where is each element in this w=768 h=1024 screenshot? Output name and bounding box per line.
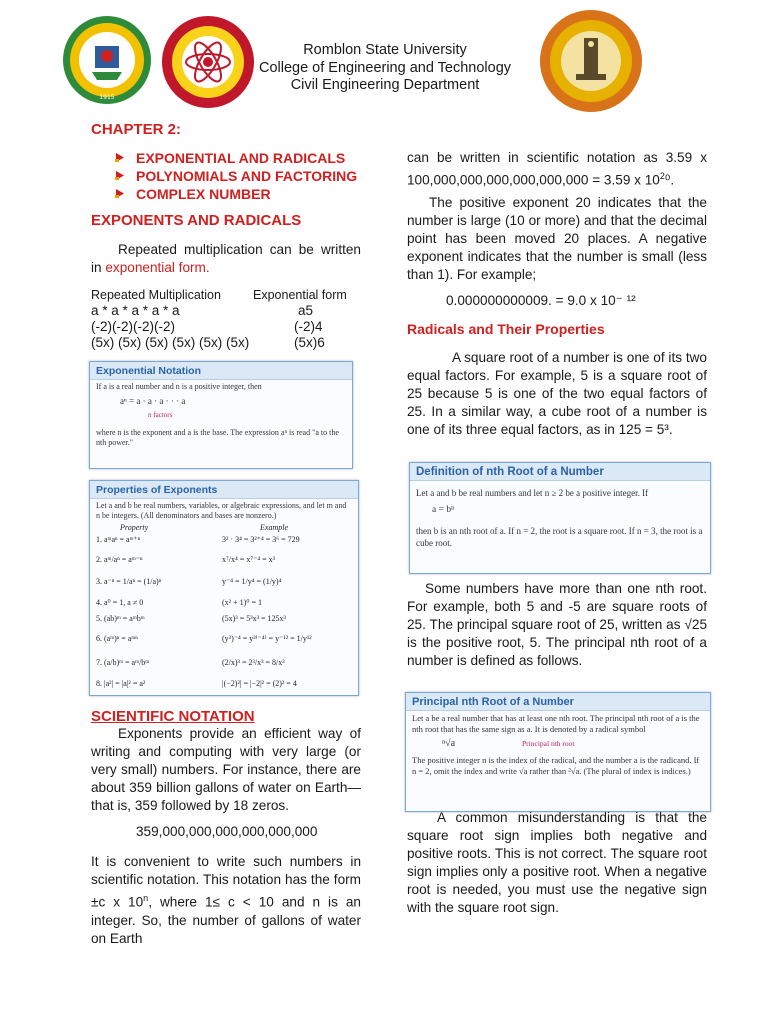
box-formula: ⁿ√a [442, 738, 456, 749]
property-example: y⁻⁴ = 1/y⁴ = (1/y)⁴ [222, 577, 282, 586]
table-cell: (5x)6 [294, 335, 325, 350]
section-heading-radicals: Radicals and Their Properties [407, 321, 605, 337]
square-root-paragraph: A square root of a number is one of its two equal factors. For example, 5 is a square root of 25 because 5 is one of the two equal factors of 25. In a similar way, a cube root of a number is one of its three equal factors, as in 125 = 5³. [407, 350, 707, 437]
property-example: (2/x)³ = 2³/x³ = 8/x³ [222, 658, 285, 667]
box-title: Principal nth Root of a Number [406, 693, 710, 711]
column-header: Example [260, 523, 288, 532]
convenient-text: It is convenient to write such numbers in scientific notation. This notation has the form ±c x 10 [91, 854, 361, 910]
table-cell: (-2)4 [294, 319, 323, 334]
property-example: (5x)³ = 5³x³ = 125x³ [222, 614, 286, 623]
bullet-icon [115, 153, 124, 162]
small-number-example: 0.000000000009. = 9.0 x 10⁻ ¹² [446, 293, 636, 308]
property-example: (y³)⁻⁴ = y³⁽⁻⁴⁾ = y⁻¹² = 1/y¹² [222, 634, 312, 643]
table-cell: (5x) (5x) (5x) (5x) (5x) (5x) [91, 335, 250, 350]
topic-item: COMPLEX NUMBER [136, 186, 271, 202]
box-text: Let a be a real number that has at least one nth root. The principal nth root of a is the nth root that has the same sign as a. It is denoted by a radical symbol [412, 713, 700, 734]
box-text: then b is an nth root of a. If n = 2, the root is a square root. If n = 3, the root is a cube root. [416, 526, 703, 548]
convenient-paragraph [91, 853, 361, 948]
header-titles [235, 42, 535, 95]
properties-of-exponents-box [89, 480, 359, 696]
box-formula-label: n factors [148, 411, 173, 419]
continued-text-end: ⁰. [664, 172, 675, 188]
continued-paragraph [407, 149, 707, 190]
property-example: x⁷/x⁴ = x⁷⁻⁴ = x³ [222, 555, 276, 564]
box-formula: a = bⁿ [432, 505, 455, 515]
property-rule: 4. a⁰ = 1, a ≠ 0 [96, 598, 144, 607]
box-title: Definition of nth Root of a Number [410, 463, 710, 481]
box-title: Properties of Exponents [90, 481, 358, 499]
header-line1: Romblon State University [303, 42, 467, 58]
exponent-superscript: 2 [659, 171, 665, 181]
nth-root-definition-box [409, 462, 711, 574]
property-rule: 7. (a/b)ᵐ = aᵐ/bᵐ [96, 658, 150, 667]
property-example: |(−2)²| = |−2|² = (2)² = 4 [222, 679, 297, 688]
box-formula: aⁿ = a · a · a · · · a [120, 396, 186, 406]
box-text: where n is the exponent and a is the base. The expression aⁿ is read "a to the nth power." [96, 428, 339, 447]
table-header-exponential: Exponential form [253, 288, 347, 302]
exponential-notation-box [89, 361, 353, 469]
intro-highlight: exponential form. [105, 260, 210, 275]
principal-nth-root-box [405, 692, 711, 812]
chapter-heading: CHAPTER 2: [91, 121, 182, 138]
box-formula-row [406, 737, 710, 753]
box-formula-label: Principal nth root [522, 739, 575, 748]
property-rule: 5. (ab)ᵐ = aᵐbᵐ [96, 614, 145, 623]
section-heading-exponents: EXPONENTS AND RADICALS [91, 212, 302, 229]
department-seal-logo [538, 8, 644, 114]
convenient-text-end: , where 1≤ c < 10 and n is an integer. So, the number of gallons of water on Earth [91, 894, 361, 946]
university-seal-logo [52, 14, 162, 106]
property-rule: 1. aᵐaⁿ = aᵐ⁺ⁿ [96, 535, 141, 544]
big-number: 359,000,000,000,000,000,000 [136, 824, 318, 839]
header-line2: College of Engineering and Technology [258, 59, 512, 76]
intro-paragraph [91, 241, 361, 277]
misunderstanding-paragraph: A common misunderstanding is that the square root sign implies both negative and positive roots. This is not correct. The square root sign implies only a positive root. When a negative root is needed, you must use the negative sign with the square root sign. [407, 810, 707, 915]
table-cell: (-2)(-2)(-2)(-2) [91, 319, 175, 334]
property-example: 3² · 3⁴ = 3²⁺⁴ = 3⁶ = 729 [222, 535, 300, 544]
nth-root-paragraph: Some numbers have more than one nth root. For example, both 5 and -5 are square roots of 25. The principal square root of 25, written as √25 is the positive root, 5. The principal nth root of a number is defined as follows. [407, 581, 707, 668]
property-rule: 6. (aᵐ)ⁿ = aᵐⁿ [96, 634, 138, 643]
box-text: If a is a real number and n is a positive integer, then [96, 382, 262, 391]
box-text: Let a and b be real numbers, variables, or algebraic expressions, and let m and n be integers. (All denominators and bases are nonzero.) [96, 501, 347, 520]
exponent-superscript: n [143, 893, 149, 903]
svg-text:1915: 1915 [99, 94, 115, 101]
property-rule: 2. aᵐ/aⁿ = aᵐ⁻ⁿ [96, 555, 143, 564]
table-cell: a * a * a * a * a [91, 303, 180, 318]
bullet-icon [115, 171, 124, 180]
header-line3: Civil Engineering Department [290, 77, 480, 93]
table-header-repeated: Repeated Multiplication [91, 288, 221, 302]
scientific-paragraph: Exponents provide an efficient way of writing and computing with very large (or very small) numbers. For instance, there are about 359 billion gallons of water on Earth—that is, 359 followed by 18 zeros. [91, 726, 361, 813]
column-header: Property [120, 523, 149, 532]
property-rule: 8. |a²| = |a|² = a² [96, 679, 146, 688]
property-example: (x² + 1)⁰ = 1 [222, 598, 262, 607]
topic-item: POLYNOMIALS AND FACTORING [136, 168, 358, 184]
box-text: The positive integer n is the index of the radical, and the number a is the radicand. If n = 2, omit the index and write √a rather than ²√a. (The plural of index is indices.) [412, 755, 700, 776]
section-heading-scientific: SCIENTIFIC NOTATION [91, 708, 255, 725]
bullet-icon [115, 189, 124, 198]
property-rule: 3. a⁻ⁿ = 1/aⁿ = (1/a)ⁿ [96, 577, 162, 586]
intro-text: Repeated multiplication can be written in [91, 242, 361, 275]
continued-text: can be written in scientific notation as 3.59 x 100,000,000,000,000,000,000 = 3.59 x 10 [407, 150, 707, 188]
box-title: Exponential Notation [90, 362, 352, 380]
topic-item: EXPONENTIAL AND RADICALS [136, 150, 346, 166]
positive-exponent-paragraph: The positive exponent 20 indicates that the number is large (10 or more) and that the decimal point has been moved 20 places. A negative exponent indicates that the number is small (less than 1). For example; [407, 195, 707, 282]
box-text: Let a and b be real numbers and let n ≥ 2 be a positive integer. If [416, 488, 649, 498]
table-cell: a5 [298, 303, 314, 318]
